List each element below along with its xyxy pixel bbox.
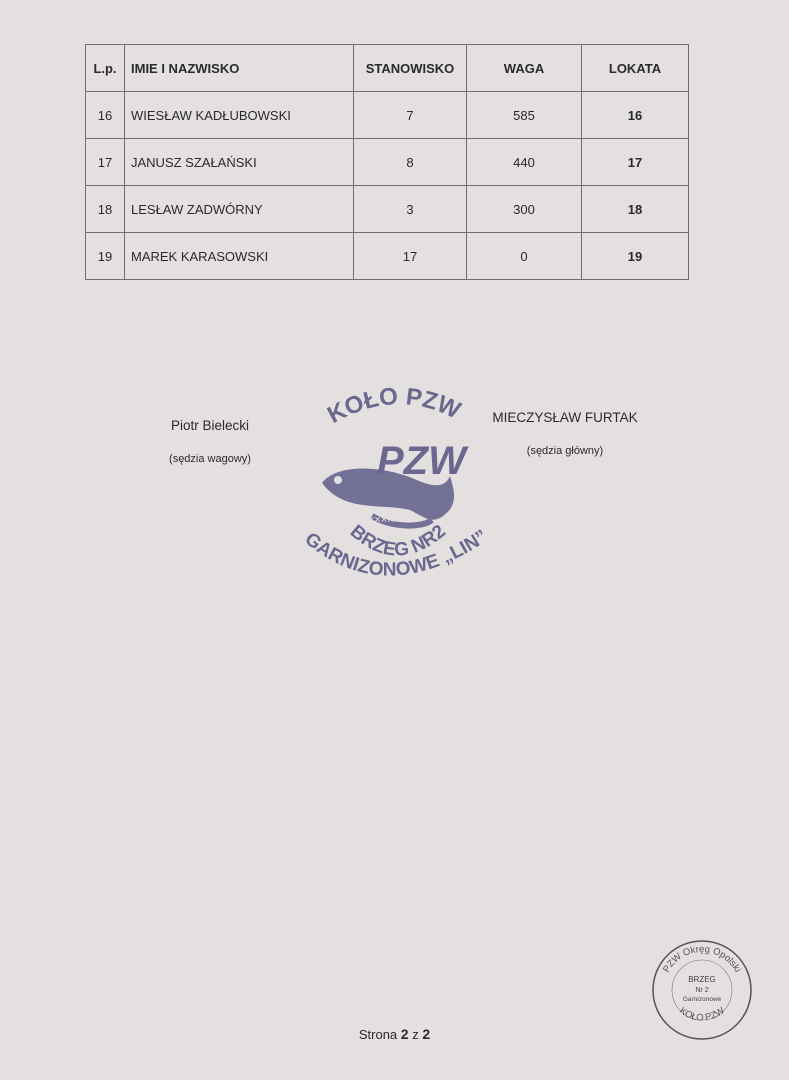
page-number-current: 2 xyxy=(400,1026,409,1042)
cell-waga: 0 xyxy=(467,233,582,280)
stamp-logo-text: PZW xyxy=(377,439,466,483)
cell-stanowisko: 7 xyxy=(354,92,467,139)
cell-name: MAREK KARASOWSKI xyxy=(125,233,354,280)
results-table xyxy=(85,44,689,280)
page-number xyxy=(0,1026,789,1042)
cell-name: JANUSZ SZAŁAŃSKI xyxy=(125,139,354,186)
cell-lp: 17 xyxy=(86,139,125,186)
cell-lp: 19 xyxy=(86,233,125,280)
judge-right-name: MIECZYSŁAW FURTAK xyxy=(492,410,638,425)
cell-lokata: 18 xyxy=(582,186,689,233)
table-row xyxy=(86,139,689,186)
stamp-stars: ×××××× xyxy=(368,514,407,526)
club-stamp xyxy=(282,378,512,613)
stamp-top-text: KOŁO PZW xyxy=(323,382,465,429)
judge-right-role: (sędzia główny) xyxy=(526,445,604,457)
seal-line1: BRZEG xyxy=(688,975,716,984)
header-stanowisko: STANOWISKO xyxy=(354,45,467,92)
judge-left xyxy=(130,418,290,465)
stamp-bottom-text: GARNIZONOWE „LIN” xyxy=(300,525,492,581)
table-header-row xyxy=(86,45,689,92)
table-row xyxy=(86,233,689,280)
header-name: IMIE I NAZWISKO xyxy=(125,45,354,92)
page-number-sep: z xyxy=(412,1027,419,1042)
cell-stanowisko: 3 xyxy=(354,186,467,233)
cell-lp: 16 xyxy=(86,92,125,139)
seal-line3: Garnizonowe xyxy=(682,996,722,1003)
cell-waga: 300 xyxy=(467,186,582,233)
seal-line2: Nr 2 xyxy=(695,987,709,994)
seal-ring-bottom: KOŁO PZW xyxy=(677,1005,727,1024)
cell-waga: 585 xyxy=(467,92,582,139)
cell-name: WIESŁAW KADŁUBOWSKI xyxy=(125,92,354,139)
cell-stanowisko: 17 xyxy=(354,233,467,280)
header-waga: WAGA xyxy=(467,45,582,92)
cell-lp: 18 xyxy=(86,186,125,233)
cell-name: LESŁAW ZADWÓRNY xyxy=(125,186,354,233)
stamp-middle-text: BRZEG NR2 xyxy=(345,520,450,561)
cell-lokata: 16 xyxy=(582,92,689,139)
cell-lokata: 17 xyxy=(582,139,689,186)
club-stamp-graphic xyxy=(282,378,512,608)
table-row xyxy=(86,186,689,233)
cell-stanowisko: 8 xyxy=(354,139,467,186)
header-lokata: LOKATA xyxy=(582,45,689,92)
cell-waga: 440 xyxy=(467,139,582,186)
page-number-prefix: Strona xyxy=(358,1027,398,1042)
page-number-total: 2 xyxy=(422,1026,431,1042)
judge-left-role: (sędzia wagowy) xyxy=(169,453,251,465)
judge-left-name: Piotr Bielecki xyxy=(170,418,250,433)
cell-lokata: 19 xyxy=(582,233,689,280)
seal-ring-top: PZW Okręg Opolski xyxy=(661,943,744,975)
table-row xyxy=(86,92,689,139)
header-lp: L.p. xyxy=(86,45,125,92)
